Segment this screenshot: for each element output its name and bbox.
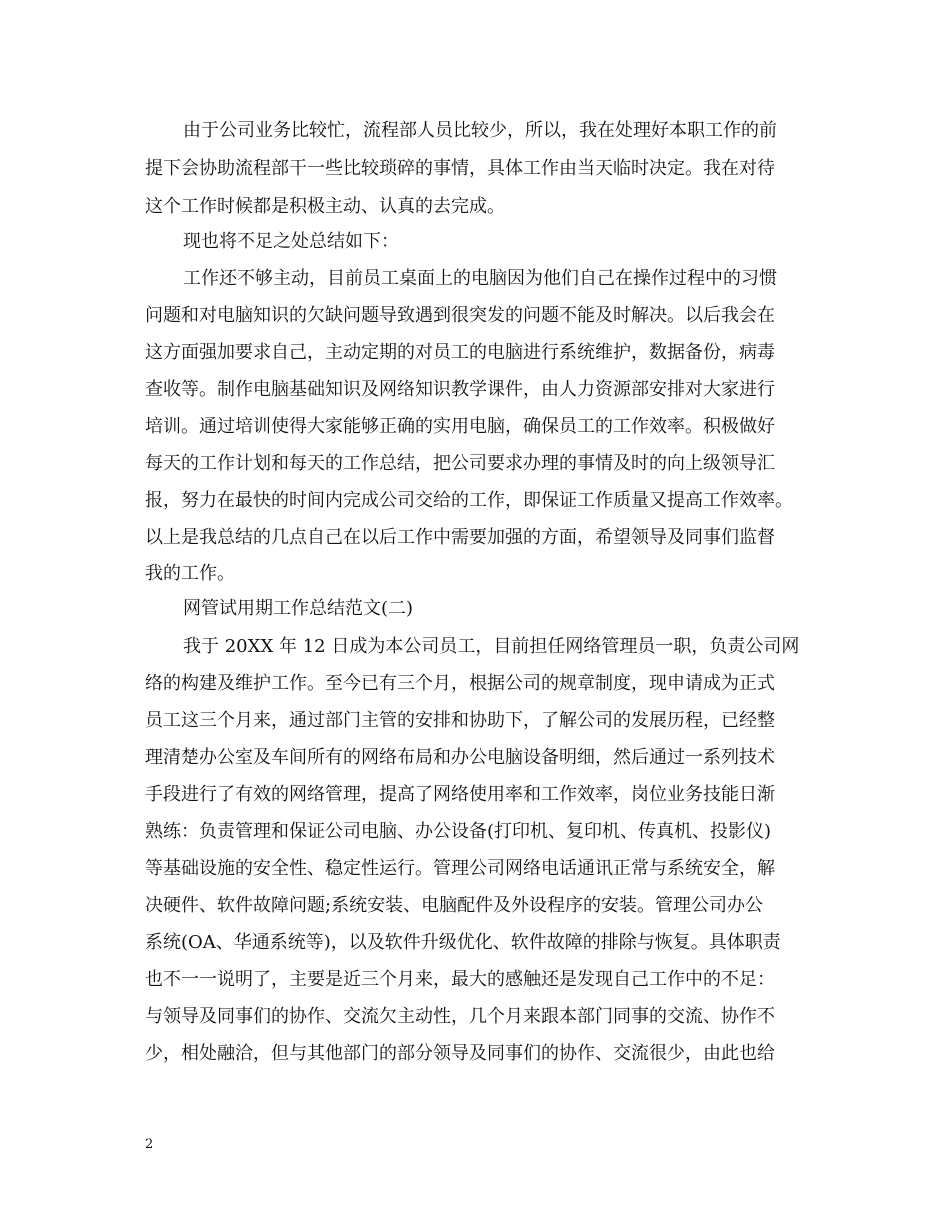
text-line: 等基础设施的安全性、稳定性运行。管理公司网络电话通讯正常与系统安全，解 — [145, 858, 775, 879]
text-line: 理清楚办公室及车间所有的网络布局和办公电脑设备明细，然后通过一系列技术 — [145, 747, 775, 768]
text-line: 这方面强加要求自己，主动定期的对员工的电脑进行系统维护，数据备份，病毒 — [145, 342, 775, 363]
section-heading: 网管试用期工作总结范文(二) — [183, 598, 414, 619]
text-line: 我于 20XX 年 12 日成为本公司员工，目前担任网络管理员一职，负责公司网 — [183, 636, 800, 657]
text-line: 培训。通过培训使得大家能够正确的实用电脑，确保员工的工作效率。积极做好 — [145, 416, 775, 437]
text-line: 每天的工作计划和每天的工作总结，把公司要求办理的事情及时的向上级领导汇 — [145, 453, 775, 474]
text-line: 现也将不足之处总结如下： — [183, 231, 399, 252]
text-line: 熟练：负责管理和保证公司电脑、办公设备(打印机、复印机、传真机、投影仪) — [145, 821, 772, 842]
text-line: 络的构建及维护工作。至今已有三个月，根据公司的规章制度，现申请成为正式 — [145, 673, 775, 694]
text-line: 少，相处融洽，但与其他部门的部分领导及同事们的协作、交流很少，由此也给 — [145, 1043, 775, 1064]
text-line: 查收等。制作电脑基础知识及网络知识教学课件，由人力资源部安排对大家进行 — [145, 379, 775, 400]
text-line: 也不一一说明了，主要是近三个月来，最大的感触还是发现自己工作中的不足： — [145, 969, 775, 990]
text-line: 系统(OA、华通系统等)，以及软件升级优化、软件故障的排除与恢复。具体职责 — [145, 932, 781, 953]
text-line: 问题和对电脑知识的欠缺问题导致遇到很突发的问题不能及时解决。以后我会在 — [145, 305, 775, 326]
text-line: 以上是我总结的几点自己在以后工作中需要加强的方面，希望领导及同事们监督 — [145, 527, 775, 548]
text-line: 手段进行了有效的网络管理，提高了网络使用率和工作效率，岗位业务技能日渐 — [145, 784, 775, 805]
text-line: 提下会协助流程部干一些比较琐碎的事情，具体工作由当天临时决定。我在对待 — [145, 158, 775, 179]
text-line: 工作还不够主动，目前员工桌面上的电脑因为他们自己在操作过程中的习惯 — [183, 268, 777, 289]
text-line: 由于公司业务比较忙，流程部人员比较少，所以，我在处理好本职工作的前 — [183, 120, 777, 141]
text-line: 与领导及同事们的协作、交流欠主动性，几个月来跟本部门同事的交流、协作不 — [145, 1006, 775, 1027]
text-line: 报，努力在最快的时间内完成公司交给的工作，即保证工作质量又提高工作效率。 — [145, 490, 793, 511]
text-line: 决硬件、软件故障问题;系统安装、电脑配件及外设程序的安装。管理公司办公 — [145, 895, 764, 916]
page-number: 2 — [145, 1137, 154, 1152]
text-line: 员工这三个月来，通过部门主管的安排和协助下，了解公司的发展历程，已经整 — [145, 710, 775, 731]
text-line: 这个工作时候都是积极主动、认真的去完成。 — [145, 196, 505, 217]
text-line: 我的工作。 — [145, 563, 235, 584]
